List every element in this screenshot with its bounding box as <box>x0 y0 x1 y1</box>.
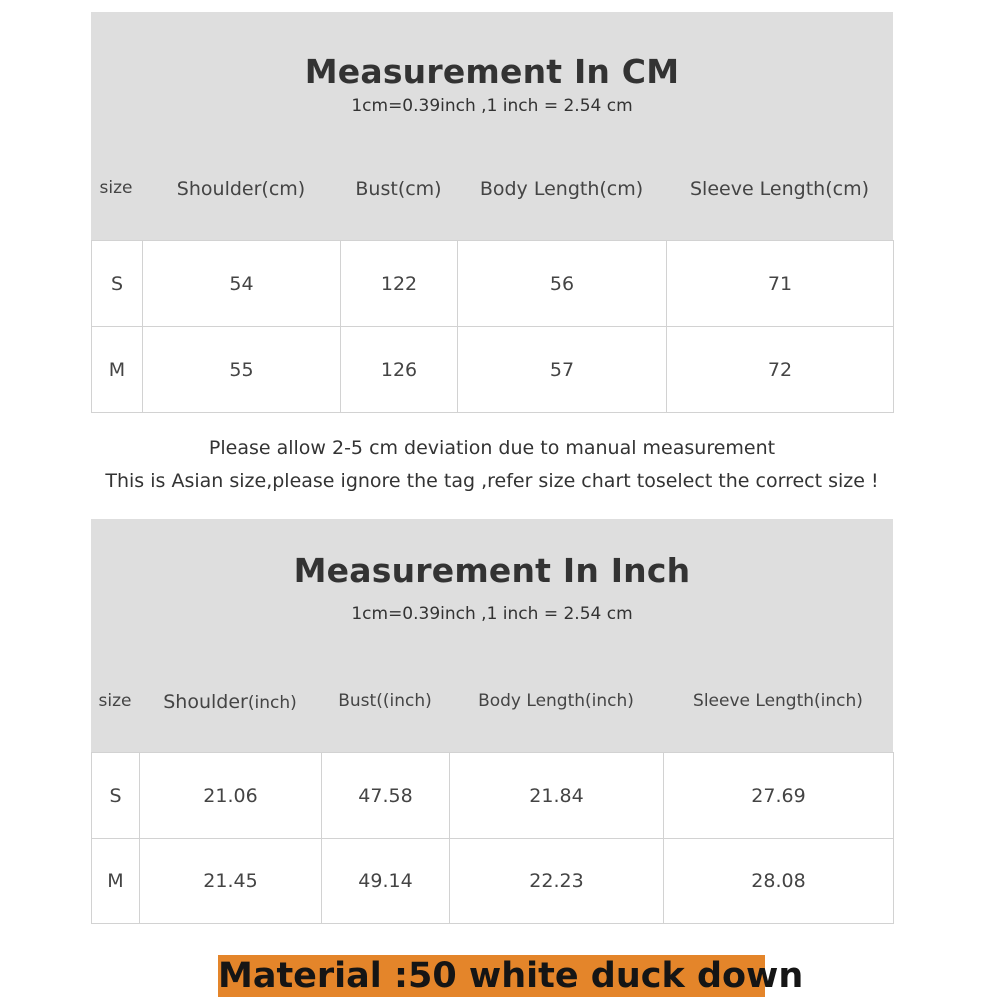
cm-section <box>91 12 893 413</box>
material-banner: Material :50 white duck down <box>218 956 804 996</box>
inch-header-size: size <box>98 691 132 711</box>
inch-title: Measurement In Inch <box>293 551 691 590</box>
cm-body-length-s: 56 <box>458 241 667 327</box>
cm-table <box>91 240 894 413</box>
cm-bust-s: 122 <box>341 241 458 327</box>
note-asian-size: This is Asian size,please ignore the tag ,refer size chart toselect the correct size ! <box>105 470 879 492</box>
cm-header-shoulder: Shoulder(cm) <box>176 178 306 200</box>
inch-conversion: 1cm=0.39inch ,1 inch = 2.54 cm <box>351 604 633 624</box>
table-row <box>92 241 894 327</box>
inch-shoulder-s: 21.06 <box>140 753 322 839</box>
cm-header <box>91 12 893 240</box>
cm-size-m: M <box>92 327 143 413</box>
inch-body-length-m: 22.23 <box>450 839 664 924</box>
inch-sleeve-length-m: 28.08 <box>664 839 894 924</box>
inch-header-sleeve-length: Sleeve Length(inch) <box>693 691 863 711</box>
inch-header-shoulder-unit: (inch) <box>247 693 297 713</box>
cm-bust-m: 126 <box>341 327 458 413</box>
inch-size-s: S <box>92 753 140 839</box>
inch-sleeve-length-s: 27.69 <box>664 753 894 839</box>
cm-header-sleeve-length: Sleeve Length(cm) <box>689 178 869 200</box>
cm-header-size: size <box>99 178 133 198</box>
cm-size-s: S <box>92 241 143 327</box>
inch-body-length-s: 21.84 <box>450 753 664 839</box>
inch-table <box>91 752 894 924</box>
inch-header-shoulder-label: Shoulder <box>163 691 248 713</box>
inch-header <box>91 519 893 752</box>
inch-bust-m: 49.14 <box>322 839 450 924</box>
cm-title: Measurement In CM <box>304 52 680 91</box>
inch-header-bust: Bust((inch) <box>338 691 432 711</box>
cm-shoulder-s: 54 <box>143 241 341 327</box>
inch-section <box>91 519 893 924</box>
cm-header-body-length: Body Length(cm) <box>479 178 644 200</box>
inch-shoulder-m: 21.45 <box>140 839 322 924</box>
inch-bust-s: 47.58 <box>322 753 450 839</box>
cm-shoulder-m: 55 <box>143 327 341 413</box>
cm-sleeve-length-s: 71 <box>667 241 894 327</box>
inch-header-shoulder <box>139 691 321 713</box>
inch-size-m: M <box>92 839 140 924</box>
cm-sleeve-length-m: 72 <box>667 327 894 413</box>
table-row <box>92 839 894 924</box>
cm-header-bust: Bust(cm) <box>355 178 442 200</box>
cm-body-length-m: 57 <box>458 327 667 413</box>
notes <box>91 432 893 498</box>
inch-header-body-length: Body Length(inch) <box>478 691 634 711</box>
table-row <box>92 327 894 413</box>
table-row <box>92 753 894 839</box>
cm-conversion: 1cm=0.39inch ,1 inch = 2.54 cm <box>351 96 633 116</box>
note-deviation: Please allow 2-5 cm deviation due to manual measurement <box>208 437 776 459</box>
